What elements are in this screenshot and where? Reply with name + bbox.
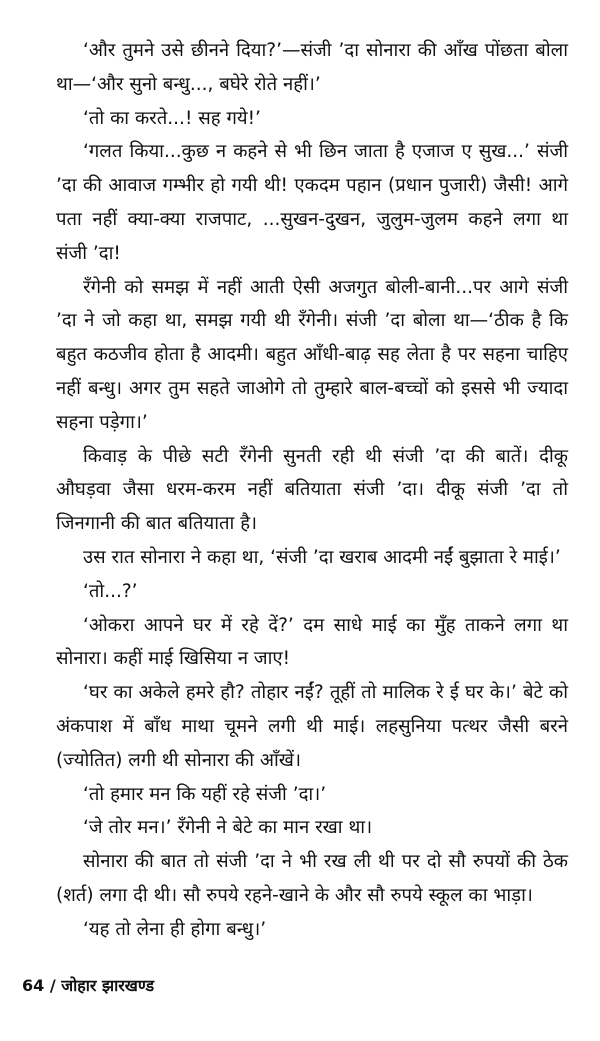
paragraph: ‘घर का अकेले हमरे हौ? तोहार नईं? तूहीं तो मालिक रे ई घर के।’ बेटे को अंकपाश में बाँध माथा चूमने लगी थी माई। लहसुनिया पत्थर जैसी बरने (ज्योतित) लगी थी सोनारा की आँखें। — [56, 682, 568, 771]
paragraph: ‘यह तो लेना ही होगा बन्धु।’ — [83, 918, 267, 940]
paragraph: ‘गलत किया...कुछ न कहने से भी छिन जाता है एजाज ए सुख...’ संजी ’दा की आवाज गम्भीर हो गयी थी! एकदम पहान (प्रधान पुजारी) जैसी! आगे पता नहीं क्या-क्या राजपाट, ...सुखन-दुखन, जुलुम-जुलम कहने लगा था संजी ’दा! — [56, 141, 568, 264]
body-text — [56, 34, 568, 947]
paragraph: ‘तो...?’ — [83, 580, 138, 602]
paragraph: ‘तो का करते...! सह गये!’ — [83, 107, 261, 129]
paragraph: ‘और तुमने उसे छीनने दिया?’—संजी ’दा सोनारा की आँख पोंछता बोला था—‘और सुनो बन्धु..., बघेरे रोते नहीं।’ — [56, 40, 568, 95]
paragraph: ‘जे तोर मन।’ रँगेनी ने बेटे का मान रखा था। — [83, 817, 373, 839]
paragraph: उस रात सोनारा ने कहा था, ‘संजी ’दा खराब आदमी नईं बुझाता रे माई।’ — [83, 546, 561, 568]
paragraph: रँगेनी को समझ में नहीं आती ऐसी अजगुत बोली-बानी...पर आगे संजी ’दा ने जो कहा था, समझ गयी थी रँगेनी। संजी ’दा बोला था—‘ठीक है कि बहुत कठजीव होता है आदमी। बहुत आँधी-बाढ़ सह लेता है पर सहना चाहिए नहीं बन्धु। अगर तुम सहते जाओगे तो तुम्हारे बाल-बच्चों को इससे भी ज्यादा सहना पड़ेगा।’ — [56, 276, 568, 433]
page-footer: 64 / जोहार झारखण्ड — [22, 976, 155, 995]
paragraph: ‘ओकरा आपने घर में रहे दें?’ दम साधे माई का मुँह ताकने लगा था सोनारा। कहीं माई खिसिया न जाए! — [56, 614, 568, 670]
paragraph: सोनारा की बात तो संजी ’दा ने भी रख ली थी पर दो सौ रुपयों की ठेक (शर्त) लगा दी थी। सौ रुपये रहने-खाने के और सौ रुपये स्कूल का भाड़ा। — [56, 851, 568, 906]
paragraph: किवाड़ के पीछे सटी रँगेनी सुनती रही थी संजी ’दा की बातें। दीकू औघड़वा जैसा धरम-करम नहीं बतियाता संजी ’दा। दीकू संजी ’दा तो जिनगानी की बात बतियाता है। — [56, 445, 568, 535]
paragraph: ‘तो हमार मन कि यहीं रहे संजी ’दा।’ — [83, 783, 327, 805]
